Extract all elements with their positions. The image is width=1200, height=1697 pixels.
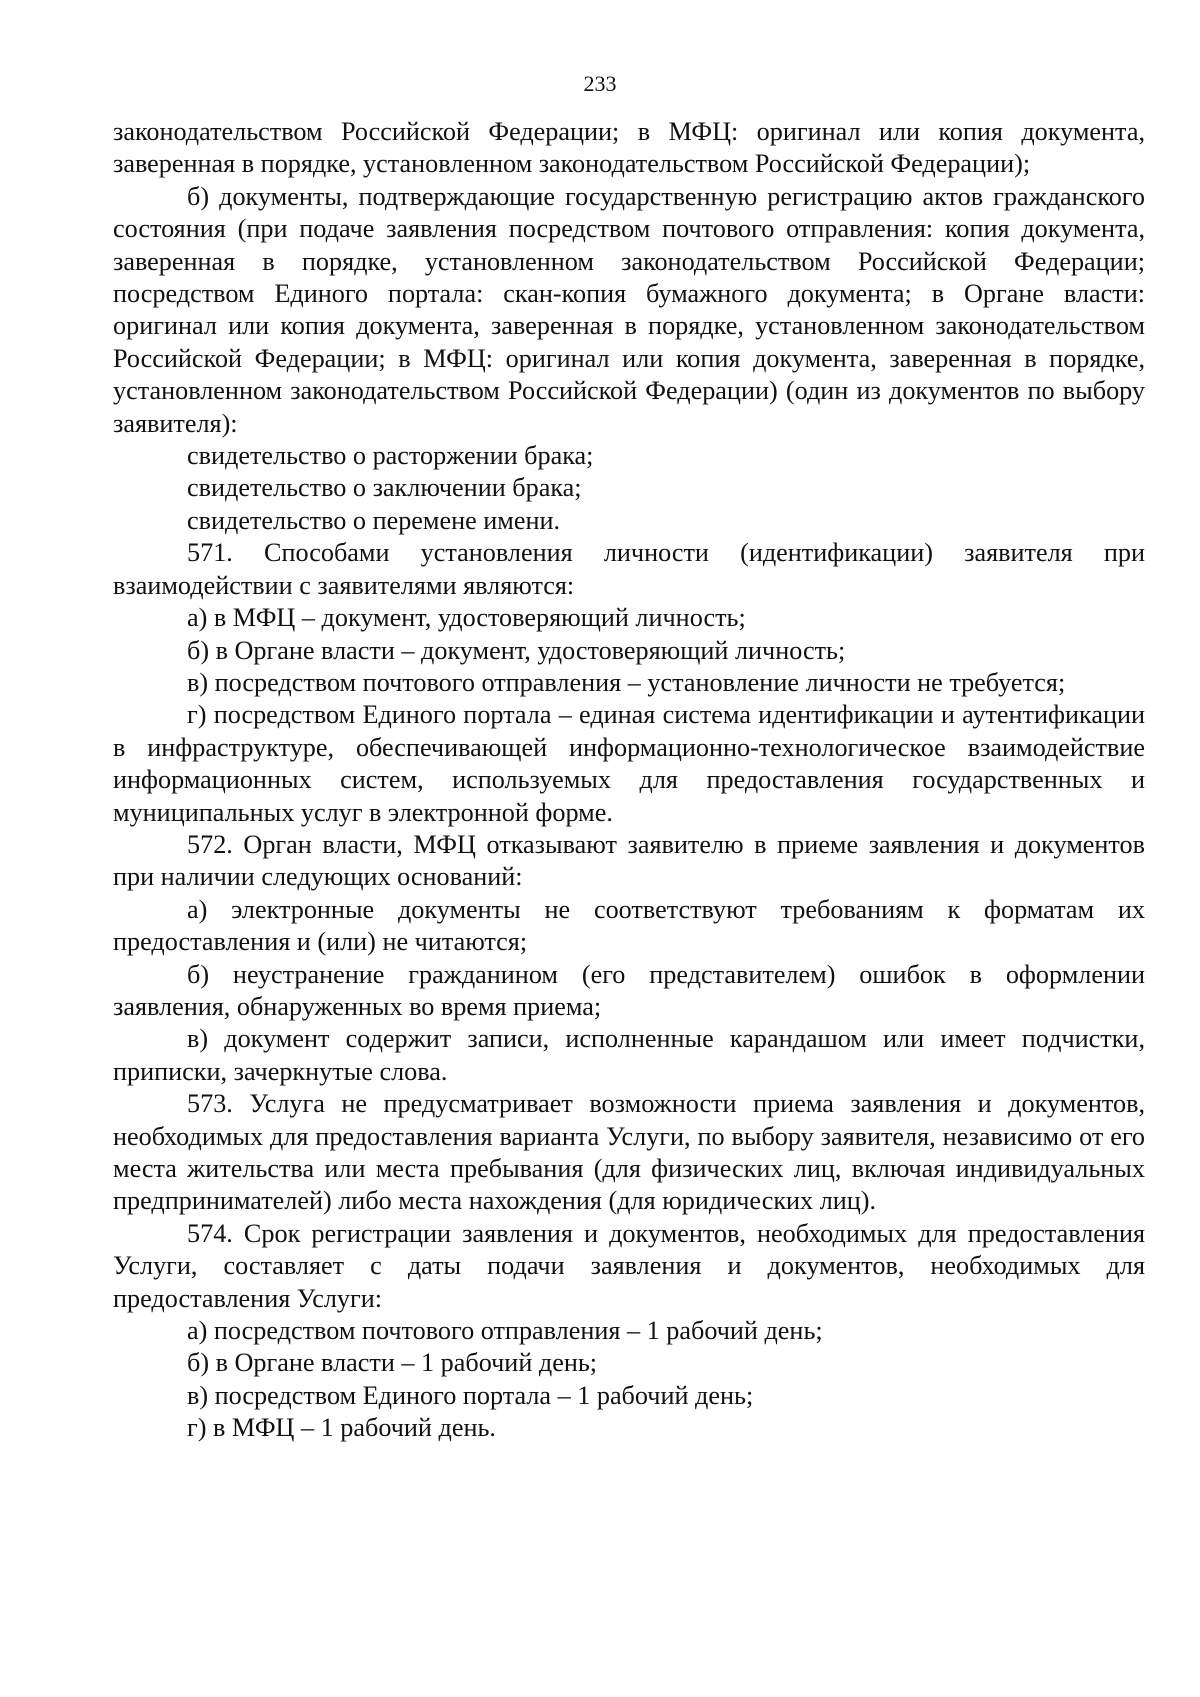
list-item: а) в МФЦ – документ, удостоверяющий личность; [187,603,746,633]
paragraph: б) неустранение гражданином (его представителем) ошибок в оформлении заявления, обнаруженных во время приема; [113,959,1145,1021]
list-item: в) посредством Единого портала – 1 рабочий день; [187,1380,754,1410]
paragraph: 572. Орган власти, МФЦ отказывают заявителю в приеме заявления и документов при наличии следующих оснований: [113,829,1145,892]
list-item: свидетельство о расторжении брака; [187,441,594,471]
page-number: 233 [583,71,617,96]
list-item: б) в Органе власти – документ, удостоверяющий личность; [187,635,846,665]
paragraph: б) документы, подтверждающие государственную регистрацию актов гражданского состояния (при подаче заявления посредством почтового отправления: копия документа, заверенная в порядке, установленном законодательством Российской Федерации; посредством Единого портала: скан-копия бумажного документа; в Органе власти: оригинал или копия документа, заверенная в порядке, установленном законодательством Российской Федерации; в МФЦ: оригинал или копия документа, заверенная в порядке, установленном законодательством Российской Федерации) (один из документов по выбору заявителя): [113,181,1145,438]
paragraph: г) посредством Единого портала – единая система идентификации и аутентификации в инфраструктуре, обеспечивающей информационно-технологическое взаимодействие информационных систем, используемых для предоставления государственных и муниципальных услуг в электронной форме. [113,700,1145,827]
document-body [113,116,1145,1445]
paragraph: 571. Способами установления личности (идентификации) заявителя при взаимодействии с заявителями являются: [113,538,1145,600]
paragraph: законодательством Российской Федерации; в МФЦ: оригинал или копия документа, заверенная в порядке, установленном законодательством Российской Федерации); [113,117,1145,179]
list-item: свидетельство о заключении брака; [187,473,582,503]
paragraph: 574. Срок регистрации заявления и документов, необходимых для предоставления Услуги, составляет с даты подачи заявления и документов, необходимых для предоставления Услуги: [113,1218,1145,1313]
paragraph: а) электронные документы не соответствуют требованиям к форматам их предоставления и (или) не читаются; [113,894,1145,957]
paragraph: 573. Услуга не предусматривает возможности приема заявления и документов, необходимых для предоставления варианта Услуги, по выбору заявителя, независимо от его места жительства или места пребывания (для физических лиц, включая индивидуальных предпринимателей) либо места нахождения (для юридических лиц). [113,1089,1145,1216]
paragraph: в) документ содержит записи, исполненные карандашом или имеет подчистки, приписки, зачеркнутые слова. [113,1024,1145,1086]
list-item: г) в МФЦ – 1 рабочий день. [187,1413,496,1443]
list-item: а) посредством почтового отправления – 1 рабочий день; [187,1316,823,1346]
list-item: в) посредством почтового отправления – установление личности не требуется; [187,667,1066,697]
list-item: свидетельство о перемене имени. [187,505,561,535]
list-item: б) в Органе власти – 1 рабочий день; [187,1348,598,1378]
